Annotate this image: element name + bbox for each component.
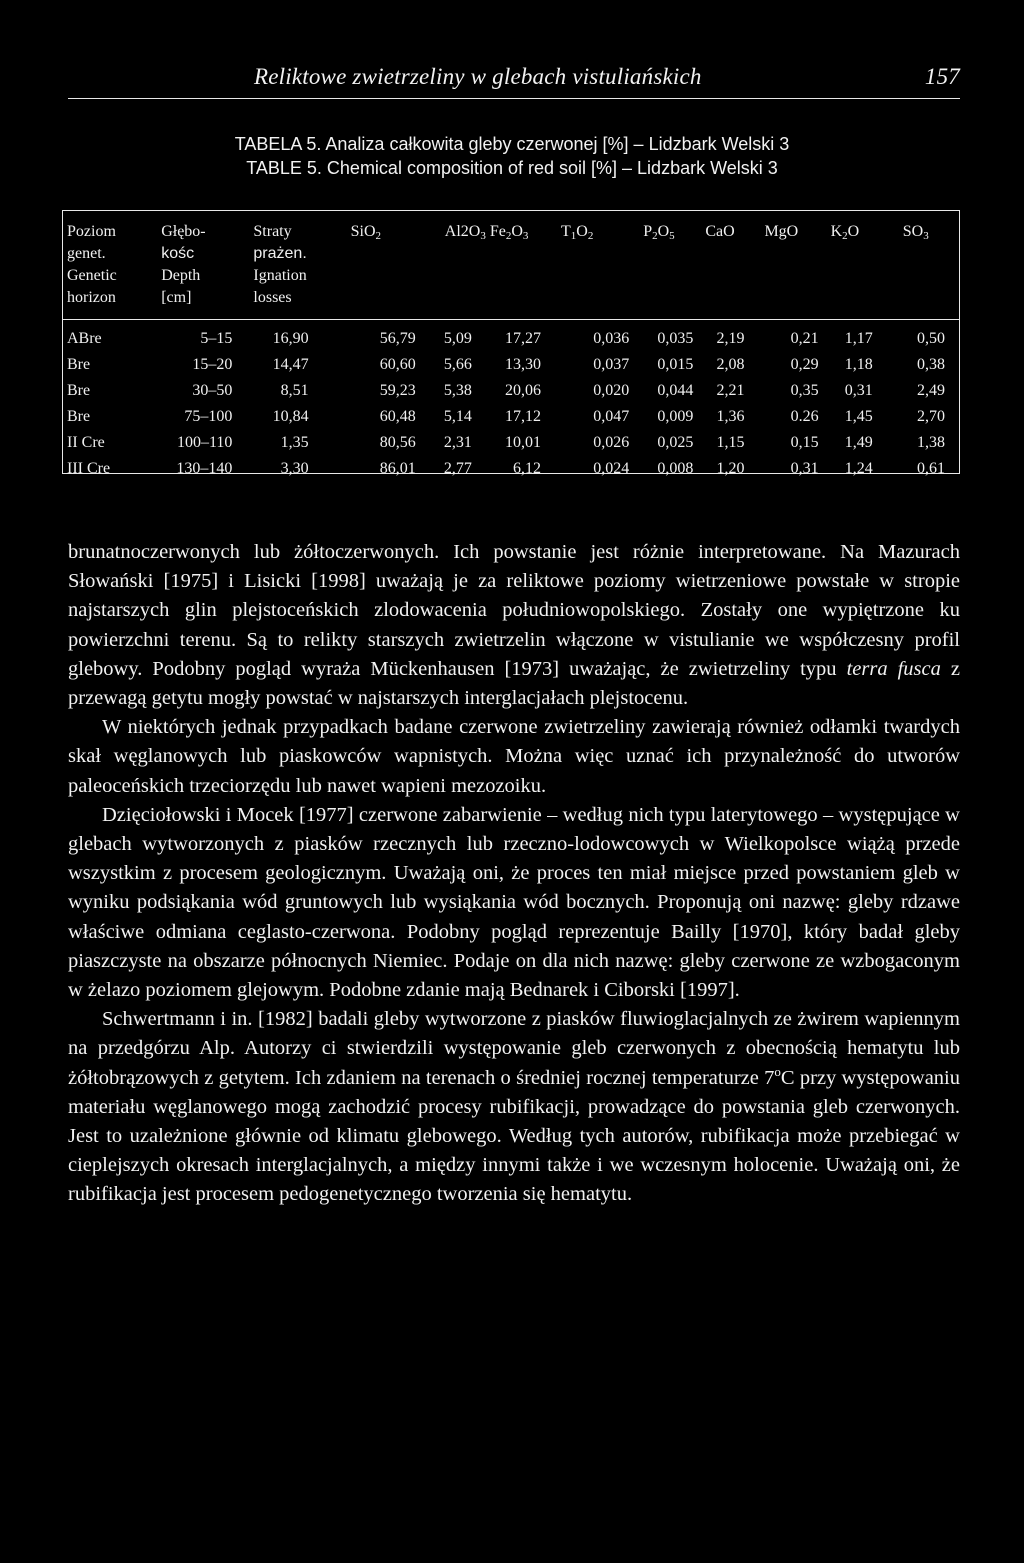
table-caption — [0, 132, 1024, 180]
cell-k2o: 1,17 — [844, 329, 873, 347]
header-cao: CaO — [697, 211, 750, 319]
cell-mgo: 0.26 — [790, 407, 819, 425]
cell-horizon: III Cre — [67, 459, 111, 477]
table-row — [63, 319, 959, 352]
cell-al2o3: 5,09 — [443, 329, 472, 347]
cell-mgo: 0,31 — [790, 459, 819, 477]
paragraph: W niektórych jednak przypadkach badane czerwone zwietrzeliny zawierają również odłamki twardych skał węglanowych lub piaskowców wapnistych. Można więc uznać ich przynależność do utworów paleoceńskich trzeciorzędu lub nawet wapieni mezozoiku. — [68, 716, 960, 797]
cell-horizon: Bre — [67, 407, 91, 425]
cell-so3: 2,70 — [917, 407, 945, 425]
cell-depth: 130–140 — [176, 459, 233, 477]
header-k2o: $K_2O$ — [821, 211, 881, 319]
cell-k2o: 0,31 — [844, 381, 873, 399]
cell-tio2: 0,020 — [593, 381, 630, 399]
cell-fe2o3: 6,12 — [513, 459, 542, 477]
cell-mgo: 0,35 — [790, 381, 819, 399]
cell-mgo: 0,21 — [790, 329, 819, 347]
table-row — [63, 378, 959, 404]
header-tio2: $T_1O_2$ — [543, 211, 633, 319]
table-header-row — [63, 211, 959, 319]
cell-al2o3: 2,77 — [443, 459, 472, 477]
paragraph: brunatnoczerwonych lub żółtoczerwonych. Ich powstanie jest różnie interpretowane. Na Mazurach Słowański [1975] i Lisicki [1998] uważają je za reliktowe poziomy wietrzeniowe powstałe w stropie najstarszych glin plejstoceńskich zlodowacenia południowopolskiego. Zostały one wypiętrzone ku powierzchni terenu. Są to relikty starszych zwietrzelin włączone w vistulianie we współczesny profil glebowy. Podobny pogląd wyraża Mückenhausen [1973] uważając, że zwietrzeliny typu terra fusca z przewagą getytu mogły powstać w najstarszych interglacjałach plejstocenu. — [68, 541, 960, 710]
header-mgo: MgO — [750, 211, 820, 319]
cell-p2o5: 0,044 — [657, 381, 694, 399]
cell-depth: 5–15 — [200, 329, 233, 347]
header-horizon: Poziom genet. Genetic horizon — [63, 211, 151, 319]
header-al2o3-fe2o3: $Al2O_3$ $Fe_2O_3$ — [430, 211, 543, 319]
header-p2o5: $P_2O_5$ — [633, 211, 697, 319]
cell-sio2: 60,60 — [379, 355, 416, 373]
cell-p2o5: 0,008 — [657, 459, 694, 477]
cell-al2o3: 5,66 — [443, 355, 472, 373]
cell-sio2: 86,01 — [379, 459, 416, 477]
cell-mgo: 0,29 — [790, 355, 819, 373]
cell-losses: 3,30 — [280, 459, 309, 477]
running-head-title: Reliktowe zwietrzeliny w glebach vistuliańskich — [254, 64, 702, 89]
cell-k2o: 1,45 — [844, 407, 873, 425]
page-number: 157 — [924, 64, 960, 89]
table-row — [63, 352, 959, 378]
cell-k2o: 1,24 — [844, 459, 873, 477]
table-row — [63, 456, 959, 482]
cell-fe2o3: 20,06 — [505, 381, 542, 399]
cell-depth: 75–100 — [184, 407, 233, 425]
cell-sio2: 59,23 — [379, 381, 416, 399]
cell-al2o3: 2,31 — [443, 433, 472, 451]
cell-so3: 2,49 — [917, 381, 945, 399]
cell-al2o3: 5,38 — [443, 381, 472, 399]
cell-sio2: 60,48 — [379, 407, 416, 425]
cell-losses: 14,47 — [272, 355, 309, 373]
cell-losses: 10,84 — [272, 407, 309, 425]
cell-tio2: 0,036 — [593, 329, 630, 347]
cell-losses: 16,90 — [272, 329, 309, 347]
cell-fe2o3: 17,12 — [505, 407, 542, 425]
cell-p2o5: 0,015 — [657, 355, 694, 373]
cell-losses: 8,51 — [280, 381, 309, 399]
header-depth: Głębo- kośc Depth [cm] — [151, 211, 246, 319]
cell-losses: 1,35 — [280, 433, 309, 451]
cell-cao: 1,36 — [716, 407, 745, 425]
header-sio2: SiO$_2$ — [351, 211, 430, 319]
cell-tio2: 0,037 — [593, 355, 630, 373]
cell-al2o3: 5,14 — [443, 407, 472, 425]
cell-p2o5: 0,025 — [657, 433, 694, 451]
cell-tio2: 0,026 — [593, 433, 630, 451]
caption-english: TABLE 5. Chemical composition of red soil [%] – Lidzbark Welski 3 — [246, 158, 778, 178]
cell-cao: 2,08 — [716, 355, 745, 373]
cell-horizon: II Cre — [67, 433, 105, 451]
cell-tio2: 0,024 — [593, 459, 630, 477]
cell-so3: 0,61 — [917, 459, 945, 477]
cell-tio2: 0,047 — [593, 407, 630, 425]
cell-so3: 0,50 — [917, 329, 945, 347]
cell-depth: 30–50 — [192, 381, 233, 399]
body-text — [68, 538, 960, 1210]
cell-cao: 2,19 — [716, 329, 745, 347]
cell-p2o5: 0,009 — [657, 407, 694, 425]
caption-polish: TABELA 5. Analiza całkowita gleby czerwonej [%] – Lidzbark Welski 3 — [234, 134, 790, 154]
cell-p2o5: 0,035 — [657, 329, 694, 347]
table-row — [63, 404, 959, 430]
cell-fe2o3: 17,27 — [505, 329, 542, 347]
cell-fe2o3: 10,01 — [505, 433, 542, 451]
cell-so3: 0,38 — [917, 355, 945, 373]
cell-mgo: 0,15 — [790, 433, 819, 451]
header-rule — [68, 98, 960, 99]
cell-cao: 1,20 — [716, 459, 745, 477]
cell-horizon: Bre — [67, 355, 91, 373]
cell-sio2: 80,56 — [379, 433, 416, 451]
cell-k2o: 1,18 — [844, 355, 873, 373]
cell-sio2: 56,79 — [379, 329, 416, 347]
table-row — [63, 430, 959, 456]
chemical-composition-table — [62, 210, 960, 477]
cell-depth: 15–20 — [192, 355, 233, 373]
header-ignition-losses: Straty prażen. Ignation losses — [246, 211, 350, 319]
header-so3: $SO_3$ — [881, 211, 959, 319]
cell-k2o: 1,49 — [844, 433, 873, 451]
cell-depth: 100–110 — [176, 433, 233, 451]
cell-so3: 1,38 — [917, 433, 945, 451]
cell-cao: 2,21 — [716, 381, 745, 399]
cell-horizon: ABre — [67, 329, 102, 347]
paragraph: Dzięciołowski i Mocek [1977] czerwone zabarwienie – według nich typu laterytowego – występujące w glebach wytworzonych z piasków rzecznych lub rzeczno-lodowcowych w Wielkopolsce wiążą przede wszystkim z procesem geologicznym. Uważają oni, że proces ten miał miejsce przed powstaniem gleb w wyniku podsiąkania wód gruntowych lub wysiąkania wód bocznych. Proponują oni nazwę: gleby rdzawe właściwe odmiana ceglasto-czerwona. Podobny pogląd reprezentuje Bailly [1970], który badał gleby piaszczyste na obszarze północnych Niemiec. Podaje on dla nich nazwę: gleby czerwone ze wzbogaconym w żelazo poziomem glejowym. Podobne zdanie mają Bednarek i Ciborski [1997]. — [68, 803, 960, 1002]
cell-cao: 1,15 — [716, 433, 745, 451]
cell-horizon: Bre — [67, 381, 91, 399]
paragraph: Schwertmann i in. [1982] badali gleby wytworzone z piasków fluwioglacjalnych ze żwirem wapiennym na przedgórzu Alp. Autorzy ci stwierdzili występowanie gleb czerwonych z obecnością hematytu lub żółtobrązowych z getytem. Ich zdaniem na terenach o średniej rocznej temperaturze 7$^o$C przy występowaniu materiału węglanowego mogą zachodzić procesy rubifikacji, prowadzące do powstania gleb czerwonych. Jest to uzależnione głównie od klimatu glebowego. Według tych autorów, rubifikacja może przebiegać w cieplejszych okresach interglacjalnych, a między innymi także i we wczesnym holocenie. Uważają oni, że rubifikacja jest procesem pedogenetycznego tworzenia się hematytu. — [68, 1008, 960, 1206]
cell-fe2o3: 13,30 — [505, 355, 542, 373]
